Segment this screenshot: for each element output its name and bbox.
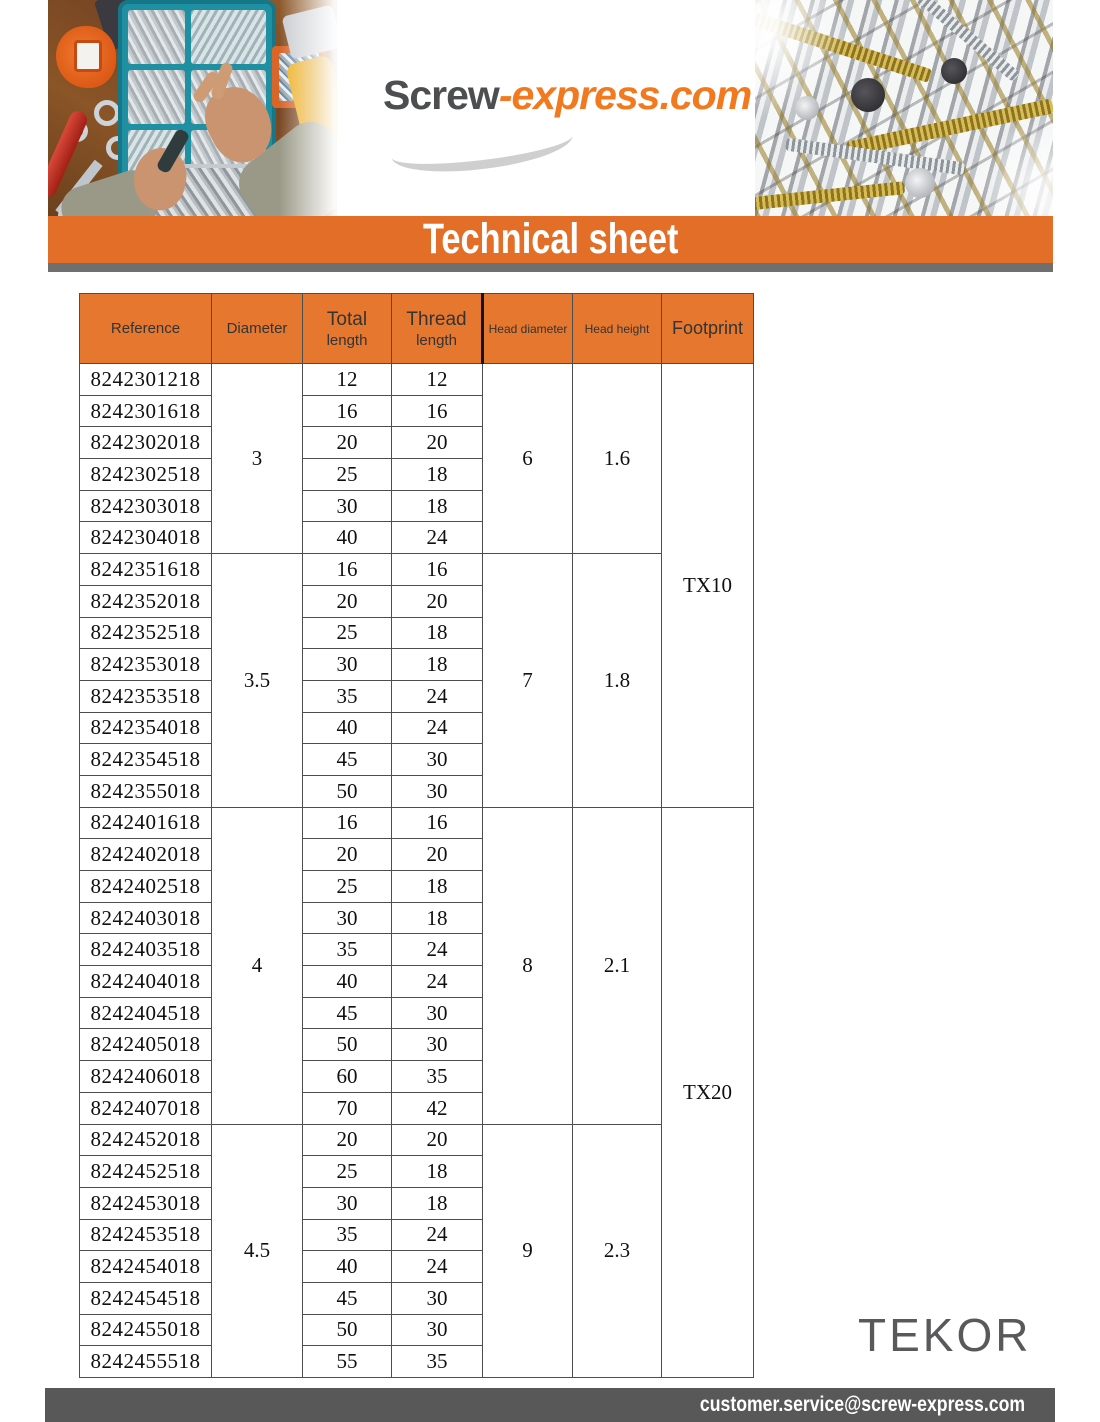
header-row bbox=[80, 294, 754, 364]
footer-email: customer.service@screw-express.com bbox=[699, 1393, 1025, 1416]
col-header-thread-length: Thread length bbox=[392, 294, 483, 364]
thread-length-cell: 20 bbox=[392, 839, 483, 871]
thread-length-cell: 24 bbox=[392, 1251, 483, 1283]
logo bbox=[383, 72, 752, 182]
total-length-cell: 25 bbox=[303, 617, 392, 649]
total-length-cell: 20 bbox=[303, 427, 392, 459]
reference-cell: 8242302518 bbox=[80, 459, 212, 491]
photo-fade-overlay bbox=[48, 0, 337, 216]
head-diameter-cell: 6 bbox=[483, 364, 573, 554]
total-length-cell: 40 bbox=[303, 522, 392, 554]
head-height-cell: 1.6 bbox=[573, 364, 662, 554]
diameter-cell: 3 bbox=[212, 364, 303, 554]
reference-cell: 8242352518 bbox=[80, 617, 212, 649]
thread-length-cell: 16 bbox=[392, 807, 483, 839]
reference-cell: 8242303018 bbox=[80, 490, 212, 522]
reference-cell: 8242406018 bbox=[80, 1061, 212, 1093]
thread-length-cell: 18 bbox=[392, 617, 483, 649]
thread-length-cell: 30 bbox=[392, 1314, 483, 1346]
thread-length-cell: 30 bbox=[392, 997, 483, 1029]
total-length-cell: 40 bbox=[303, 966, 392, 998]
total-length-cell: 70 bbox=[303, 1092, 392, 1124]
total-length-cell: 55 bbox=[303, 1346, 392, 1378]
total-length-cell: 40 bbox=[303, 712, 392, 744]
reference-cell: 8242401618 bbox=[80, 807, 212, 839]
reference-cell: 8242355018 bbox=[80, 775, 212, 807]
total-length-cell: 35 bbox=[303, 680, 392, 712]
total-length-cell: 30 bbox=[303, 1187, 392, 1219]
thread-length-cell: 20 bbox=[392, 1124, 483, 1156]
head-height-cell: 1.8 bbox=[573, 554, 662, 808]
thread-length-cell: 18 bbox=[392, 1187, 483, 1219]
total-length-cell: 50 bbox=[303, 1029, 392, 1061]
logo-text-secondary: -express.com bbox=[498, 72, 752, 118]
thread-length-cell: 35 bbox=[392, 1061, 483, 1093]
reference-cell: 8242453518 bbox=[80, 1219, 212, 1251]
thread-length-cell: 24 bbox=[392, 522, 483, 554]
thread-length-cell: 20 bbox=[392, 427, 483, 459]
head-height-cell: 2.3 bbox=[573, 1124, 662, 1378]
spec-table-container bbox=[79, 293, 754, 1378]
title-banner bbox=[48, 216, 1053, 263]
total-length-cell: 30 bbox=[303, 902, 392, 934]
reference-cell: 8242454018 bbox=[80, 1251, 212, 1283]
thread-length-cell: 18 bbox=[392, 871, 483, 903]
reference-cell: 8242352018 bbox=[80, 585, 212, 617]
banner-divider bbox=[48, 263, 1053, 272]
col-header-total-length: Total length bbox=[303, 294, 392, 364]
logo-text-primary: Screw bbox=[383, 72, 499, 118]
reference-cell: 8242452518 bbox=[80, 1156, 212, 1188]
photo-fade-overlay bbox=[755, 0, 1053, 216]
total-length-cell: 25 bbox=[303, 871, 392, 903]
thread-length-cell: 24 bbox=[392, 712, 483, 744]
thread-length-cell: 18 bbox=[392, 902, 483, 934]
total-length-cell: 12 bbox=[303, 364, 392, 396]
spec-table bbox=[79, 293, 754, 1378]
reference-cell: 8242302018 bbox=[80, 427, 212, 459]
reference-cell: 8242403518 bbox=[80, 934, 212, 966]
reference-cell: 8242455518 bbox=[80, 1346, 212, 1378]
reference-cell: 8242304018 bbox=[80, 522, 212, 554]
total-length-cell: 16 bbox=[303, 554, 392, 586]
total-length-cell: 30 bbox=[303, 490, 392, 522]
thread-length-cell: 30 bbox=[392, 744, 483, 776]
total-length-cell: 20 bbox=[303, 1124, 392, 1156]
total-length-cell: 40 bbox=[303, 1251, 392, 1283]
head-diameter-cell: 9 bbox=[483, 1124, 573, 1378]
thread-length-cell: 30 bbox=[392, 1282, 483, 1314]
col-header-reference: Reference bbox=[80, 294, 212, 364]
reference-cell: 8242453018 bbox=[80, 1187, 212, 1219]
reference-cell: 8242454518 bbox=[80, 1282, 212, 1314]
reference-cell: 8242402018 bbox=[80, 839, 212, 871]
diameter-cell: 4 bbox=[212, 807, 303, 1124]
reference-cell: 8242405018 bbox=[80, 1029, 212, 1061]
diameter-cell: 4.5 bbox=[212, 1124, 303, 1378]
diameter-cell: 3.5 bbox=[212, 554, 303, 808]
table-row bbox=[80, 1124, 754, 1156]
total-length-cell: 25 bbox=[303, 1156, 392, 1188]
reference-cell: 8242402518 bbox=[80, 871, 212, 903]
workbench-photo bbox=[48, 0, 337, 216]
total-length-cell: 25 bbox=[303, 459, 392, 491]
reference-cell: 8242404018 bbox=[80, 966, 212, 998]
thread-length-cell: 30 bbox=[392, 775, 483, 807]
reference-cell: 8242407018 bbox=[80, 1092, 212, 1124]
total-length-cell: 45 bbox=[303, 744, 392, 776]
total-length-cell: 16 bbox=[303, 807, 392, 839]
head-diameter-cell: 8 bbox=[483, 807, 573, 1124]
logo-swoosh bbox=[389, 113, 575, 180]
thread-length-cell: 20 bbox=[392, 585, 483, 617]
total-length-cell: 20 bbox=[303, 839, 392, 871]
thread-length-cell: 18 bbox=[392, 459, 483, 491]
footprint-cell: TX10 bbox=[662, 364, 754, 808]
thread-length-cell: 16 bbox=[392, 554, 483, 586]
total-length-cell: 50 bbox=[303, 1314, 392, 1346]
reference-cell: 8242354518 bbox=[80, 744, 212, 776]
total-length-cell: 60 bbox=[303, 1061, 392, 1093]
thread-length-cell: 16 bbox=[392, 395, 483, 427]
reference-cell: 8242353518 bbox=[80, 680, 212, 712]
total-length-cell: 45 bbox=[303, 997, 392, 1029]
thread-length-cell: 42 bbox=[392, 1092, 483, 1124]
reference-cell: 8242301218 bbox=[80, 364, 212, 396]
footer-bar bbox=[45, 1388, 1055, 1422]
col-header-head-diameter: Head diameter bbox=[483, 294, 573, 364]
logo-text bbox=[383, 72, 752, 119]
thread-length-cell: 24 bbox=[392, 966, 483, 998]
reference-cell: 8242353018 bbox=[80, 649, 212, 681]
thread-length-cell: 24 bbox=[392, 934, 483, 966]
reference-cell: 8242455018 bbox=[80, 1314, 212, 1346]
thread-length-cell: 12 bbox=[392, 364, 483, 396]
reference-cell: 8242354018 bbox=[80, 712, 212, 744]
reference-cell: 8242351618 bbox=[80, 554, 212, 586]
page-title: Technical sheet bbox=[422, 215, 679, 263]
spec-table-body bbox=[80, 364, 754, 1378]
brand-name: TEKOR bbox=[858, 1309, 1032, 1361]
thread-length-cell: 18 bbox=[392, 1156, 483, 1188]
col-header-footprint: Footprint bbox=[662, 294, 754, 364]
reference-cell: 8242301618 bbox=[80, 395, 212, 427]
col-header-diameter: Diameter bbox=[212, 294, 303, 364]
thread-length-cell: 35 bbox=[392, 1346, 483, 1378]
col-header-head-height: Head height bbox=[573, 294, 662, 364]
thread-length-cell: 24 bbox=[392, 1219, 483, 1251]
thread-length-cell: 30 bbox=[392, 1029, 483, 1061]
table-row bbox=[80, 807, 754, 839]
reference-cell: 8242404518 bbox=[80, 997, 212, 1029]
table-row bbox=[80, 554, 754, 586]
total-length-cell: 35 bbox=[303, 934, 392, 966]
head-height-cell: 2.1 bbox=[573, 807, 662, 1124]
total-length-cell: 16 bbox=[303, 395, 392, 427]
total-length-cell: 30 bbox=[303, 649, 392, 681]
table-row bbox=[80, 364, 754, 396]
head-diameter-cell: 7 bbox=[483, 554, 573, 808]
reference-cell: 8242403018 bbox=[80, 902, 212, 934]
footprint-cell: TX20 bbox=[662, 807, 754, 1377]
total-length-cell: 35 bbox=[303, 1219, 392, 1251]
reference-cell: 8242452018 bbox=[80, 1124, 212, 1156]
thread-length-cell: 24 bbox=[392, 680, 483, 712]
thread-length-cell: 18 bbox=[392, 649, 483, 681]
total-length-cell: 45 bbox=[303, 1282, 392, 1314]
thread-length-cell: 18 bbox=[392, 490, 483, 522]
screws-photo bbox=[755, 0, 1053, 216]
total-length-cell: 50 bbox=[303, 775, 392, 807]
total-length-cell: 20 bbox=[303, 585, 392, 617]
